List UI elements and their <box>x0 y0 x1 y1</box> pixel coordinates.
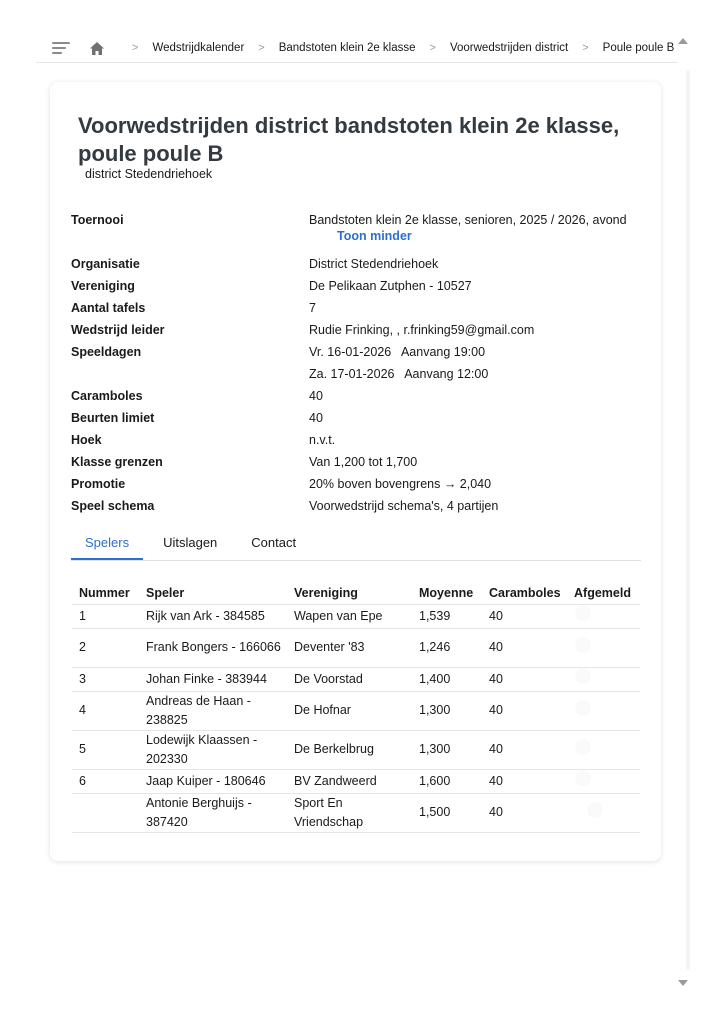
column-header-nummer[interactable]: Nummer <box>79 585 130 600</box>
cell-afgemeld <box>567 691 640 730</box>
column-header-caramboles[interactable]: Caramboles <box>489 585 561 600</box>
cell-moyenne: 1,400 <box>412 667 482 691</box>
detail-value: Rudie Frinking, , r.frinking59@gmail.com <box>309 323 535 337</box>
cell-vereniging: Wapen van Epe <box>287 604 412 628</box>
detail-value <box>309 345 651 389</box>
cell-nummer: 5 <box>72 730 139 769</box>
detail-value: 40 <box>309 411 323 425</box>
cell-afgemeld <box>567 628 640 667</box>
cell-vereniging: De Voorstad <box>287 667 412 691</box>
afgemeld-checkbox[interactable] <box>576 771 590 785</box>
cell-nummer: 2 <box>72 628 139 667</box>
cell-speler: Johan Finke - 383944 <box>139 667 287 691</box>
detail-row-leider <box>71 323 651 345</box>
cell-speler: Antonie Berghuijs - 387420 <box>139 793 287 832</box>
speeldag-2: Za. 17-01-2026 Aanvang 12:00 <box>309 367 489 381</box>
afgemeld-checkbox[interactable] <box>576 740 590 754</box>
cell-afgemeld <box>567 604 640 628</box>
cell-moyenne: 1,300 <box>412 730 482 769</box>
breadcrumb-poule[interactable]: Poule poule B <box>602 42 675 54</box>
cell-nummer: 4 <box>72 691 139 730</box>
detail-value: Voorwedstrijd schema's, 4 partijen <box>309 499 499 513</box>
breadcrumb-voorwedstrijden[interactable]: Voorwedstrijden district <box>449 42 569 54</box>
detail-value: District Stedendriehoek <box>309 257 439 271</box>
detail-value: 7 <box>309 301 316 315</box>
home-icon[interactable] <box>90 41 104 55</box>
table-row <box>72 604 640 628</box>
cell-speler: Jaap Kuiper - 180646 <box>139 769 287 793</box>
detail-label: Promotie <box>71 477 126 491</box>
tab-bar <box>71 529 641 561</box>
breadcrumb-bar <box>36 34 678 63</box>
detail-label: Speeldagen <box>71 345 142 359</box>
detail-value: Van 1,200 tot 1,700 <box>309 455 418 469</box>
cell-vereniging: BV Zandweerd <box>287 769 412 793</box>
detail-row-beurten <box>71 411 651 433</box>
afgemeld-checkbox[interactable] <box>576 606 590 620</box>
detail-label: Wedstrijd leider <box>71 323 165 337</box>
toernooi-value: Bandstoten klein 2e klasse, senioren, 2025 / 2026, avond <box>309 213 627 227</box>
tab-spelers[interactable]: Spelers <box>71 529 143 560</box>
cell-vereniging: Sport En Vriendschap <box>287 793 412 832</box>
column-header-afgemeld[interactable]: Afgemeld <box>574 585 631 600</box>
scroll-up-icon[interactable] <box>678 38 688 44</box>
tab-contact[interactable]: Contact <box>251 535 297 550</box>
cell-moyenne: 1,539 <box>412 604 482 628</box>
menu-icon[interactable] <box>52 41 70 55</box>
cell-speler: Lodewijk Klaassen - 202330 <box>139 730 287 769</box>
detail-value <box>309 213 651 257</box>
poule-card <box>50 82 661 861</box>
chevron-right-icon: > <box>582 42 589 54</box>
table-row <box>72 667 640 691</box>
afgemeld-checkbox[interactable] <box>576 638 590 652</box>
speeldag-1: Vr. 16-01-2026 Aanvang 19:00 <box>309 345 486 359</box>
detail-row-klasse <box>71 455 651 477</box>
players-table <box>72 582 640 833</box>
cell-nummer: 1 <box>72 604 139 628</box>
breadcrumb-wedstrijdkalender[interactable]: Wedstrijdkalender <box>152 42 245 54</box>
column-header-speler[interactable]: Speler <box>146 585 185 600</box>
table-header-row <box>72 582 640 604</box>
chevron-right-icon: > <box>132 42 139 54</box>
detail-row-schema <box>71 499 651 521</box>
afgemeld-checkbox[interactable] <box>576 701 590 715</box>
detail-row-promotie <box>71 477 651 499</box>
tab-uitslagen[interactable]: Uitslagen <box>163 535 218 550</box>
cell-nummer: 6 <box>72 769 139 793</box>
cell-caramboles: 40 <box>482 604 567 628</box>
cell-speler: Rijk van Ark - 384585 <box>139 604 287 628</box>
detail-row-caramboles <box>71 389 651 411</box>
detail-label: Beurten limiet <box>71 411 155 425</box>
detail-label: Vereniging <box>71 279 135 293</box>
scroll-down-icon[interactable] <box>678 980 688 986</box>
detail-value: 20% boven bovengrens → 2,040 <box>309 477 492 491</box>
detail-row-vereniging <box>71 279 651 301</box>
details-list <box>71 213 651 521</box>
cell-afgemeld <box>567 730 640 769</box>
cell-speler: Frank Bongers - 166066 <box>139 628 287 667</box>
cell-moyenne: 1,600 <box>412 769 482 793</box>
cell-caramboles: 40 <box>482 691 567 730</box>
afgemeld-checkbox[interactable] <box>588 803 602 817</box>
cell-vereniging: De Hofnar <box>287 691 412 730</box>
page-title: Voorwedstrijden district bandstoten klein 2e klasse, poule poule B <box>78 113 620 166</box>
chevron-right-icon: > <box>429 42 436 54</box>
cell-nummer: 3 <box>72 667 139 691</box>
table-row <box>72 793 640 832</box>
breadcrumb-bandstoten[interactable]: Bandstoten klein 2e klasse <box>278 42 416 54</box>
column-header-vereniging[interactable]: Vereniging <box>294 585 358 600</box>
scrollbar <box>678 32 690 992</box>
cell-moyenne: 1,246 <box>412 628 482 667</box>
table-row <box>72 628 640 667</box>
table-row <box>72 691 640 730</box>
detail-row-toernooi <box>71 213 651 257</box>
table-row <box>72 769 640 793</box>
detail-label: Speel schema <box>71 499 155 513</box>
detail-label: Aantal tafels <box>71 301 146 315</box>
detail-label: Organisatie <box>71 257 140 271</box>
detail-row-tafels <box>71 301 651 323</box>
cell-afgemeld <box>567 793 640 832</box>
page-subtitle: district Stedendriehoek <box>85 167 213 181</box>
afgemeld-checkbox[interactable] <box>576 669 590 683</box>
chevron-right-icon: > <box>258 42 265 54</box>
cell-vereniging: Deventer '83 <box>287 628 412 667</box>
detail-label: Klasse grenzen <box>71 455 163 469</box>
cell-afgemeld <box>567 667 640 691</box>
cell-afgemeld <box>567 769 640 793</box>
toon-minder-link[interactable]: Toon minder <box>337 229 412 243</box>
detail-label: Toernooi <box>71 213 124 227</box>
cell-vereniging: De Berkelbrug <box>287 730 412 769</box>
cell-nummer <box>72 793 139 832</box>
cell-moyenne: 1,500 <box>412 793 482 832</box>
detail-row-speeldagen <box>71 345 651 389</box>
cell-caramboles: 40 <box>482 730 567 769</box>
cell-caramboles: 40 <box>482 769 567 793</box>
cell-caramboles: 40 <box>482 667 567 691</box>
cell-caramboles: 40 <box>482 628 567 667</box>
cell-speler: Andreas de Haan - 238825 <box>139 691 287 730</box>
detail-row-hoek <box>71 433 651 455</box>
column-header-moyenne[interactable]: Moyenne <box>419 585 474 600</box>
detail-value: 40 <box>309 389 323 403</box>
detail-row-organisatie <box>71 257 651 279</box>
cell-caramboles: 40 <box>482 793 567 832</box>
detail-label: Hoek <box>71 433 102 447</box>
cell-moyenne: 1,300 <box>412 691 482 730</box>
table-row <box>72 730 640 769</box>
detail-value: De Pelikaan Zutphen - 10527 <box>309 279 472 293</box>
detail-label: Caramboles <box>71 389 143 403</box>
detail-value: n.v.t. <box>309 433 336 447</box>
